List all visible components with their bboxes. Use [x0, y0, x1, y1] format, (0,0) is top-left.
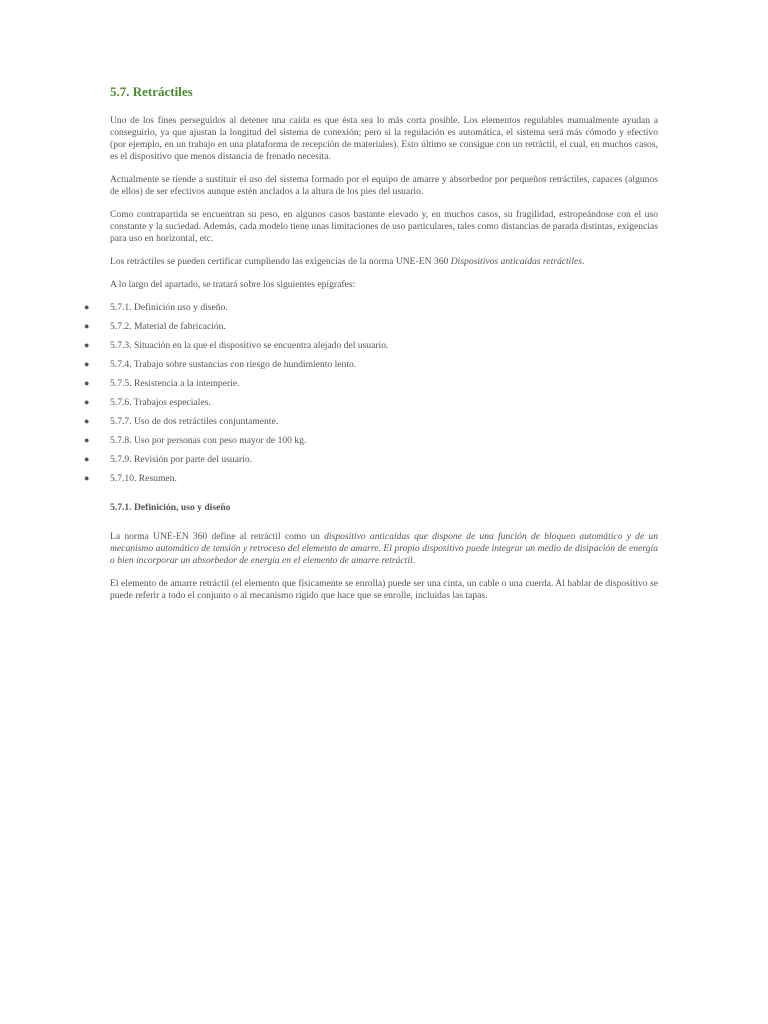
- bullet-icon: ●: [84, 473, 90, 483]
- subsection-title: 5.7.1. Definición, uso y diseño: [110, 502, 231, 513]
- bullet-icon: ●: [84, 321, 90, 331]
- definition-lead: La norma UNE-EN 360 define al retráctil como un: [110, 531, 325, 542]
- bullet-icon: ●: [84, 302, 90, 312]
- list-item: [84, 359, 658, 378]
- bullet-icon: ●: [84, 435, 90, 445]
- list-item-label: 5.7.7. Uso de dos retráctiles conjuntamente.: [110, 416, 279, 427]
- list-item: [84, 378, 658, 397]
- list-intro: A lo largo del apartado, se tratará sobre los siguientes epígrafes:: [110, 279, 356, 290]
- norm-lead: Los retráctiles se pueden certificar cumpliendo las exigencias de la norma UNE-EN 360: [110, 256, 451, 267]
- element-paragraph: El elemento de amarre retráctil (el elemento que físicamente se enrolla) puede ser una cinta, un cable o una cuerda. Al hablar de dispositivo se puede referir a todo el conjunto o al mecanismo rígido que hace que se enrolle, incluidas las tapas.: [110, 578, 658, 601]
- list-item: [84, 340, 658, 359]
- list-item: [84, 473, 658, 492]
- list-item: [84, 302, 658, 321]
- trend-paragraph: Actualmente se tiende a sustituir el uso del sistema formado por el equipo de amarre y absorbedor por pequeños retráctiles, capaces (algunos de ellos) de ser efectivos aunque estén anclados a la altura de los pies del usuario.: [110, 174, 658, 197]
- norm-tail: .: [582, 256, 585, 267]
- norm-paragraph: [110, 256, 658, 268]
- list-item-label: 5.7.1. Definición uso y diseño.: [110, 302, 228, 313]
- bullet-icon: ●: [84, 340, 90, 350]
- list-item-label: 5.7.9. Revisión por parte del usuario.: [110, 454, 253, 465]
- bullet-icon: ●: [84, 378, 90, 388]
- list-item-label: 5.7.6. Trabajos especiales.: [110, 397, 211, 408]
- list-item-label: 5.7.3. Situación en la que el dispositivo se encuentra alejado del usuario.: [110, 340, 389, 351]
- norm-title: Dispositivos anticaídas retráctiles: [450, 256, 583, 267]
- list-item-label: 5.7.5. Resistencia a la intemperie.: [110, 378, 240, 389]
- definition-paragraph: [110, 531, 658, 567]
- list-item: [84, 321, 658, 340]
- list-item: [84, 397, 658, 416]
- topics-list: [84, 302, 658, 492]
- section-title: 5.7. Retráctiles: [110, 84, 193, 99]
- list-item: [84, 435, 658, 454]
- list-item-label: 5.7.8. Uso por personas con peso mayor de 100 kg.: [110, 435, 307, 446]
- bullet-icon: ●: [84, 397, 90, 407]
- list-item: [84, 416, 658, 435]
- list-item-label: 5.7.4. Trabajo sobre sustancias con riesgo de hundimiento lento.: [110, 359, 357, 370]
- document-page: [84, 84, 658, 613]
- drawbacks-paragraph: Como contrapartida se encuentran su peso, en algunos casos bastante elevado y, en muchos casos, su fragilidad, estropeándose con el uso constante y la suciedad. Además, cada modelo tiene unas limitaciones de uso particulares, tales como distancias de parada distintas, exigencias para uso en horizontal, etc.: [110, 209, 658, 244]
- definition-tail: .: [412, 555, 416, 566]
- bullet-icon: ●: [84, 416, 90, 426]
- bullet-icon: ●: [84, 359, 90, 369]
- definition-quote: dispositivo anticaídas que dispone de una función de bloqueo automático y de un mecanismo automático de tensión y retroceso del elemento de amarre. El propio dispositivo puede integrar un medio de disipación de energía o bien incorporar un absorbedor de energía en el elemento de amarre retráctil: [110, 531, 658, 566]
- intro-paragraph: Uno de los fines perseguidos al detener una caída es que ésta sea lo más corta posible. Los elementos regulables manualmente ayudan a conseguirlo, ya que ajustan la longitud del sistema de conexión; pero si la regulación es automática, el sistema será más cómodo y efectivo (por ejemplo, en un trabajo en una plataforma de recepción de materiales). Esto último se consigue con un retráctil, el cual, en muchos casos, es el dispositivo que menos distancia de frenado necesita.: [110, 115, 658, 162]
- bullet-icon: ●: [84, 454, 90, 464]
- list-item-label: 5.7.2. Material de fabricación.: [110, 321, 226, 332]
- list-item: [84, 454, 658, 473]
- list-item-label: 5.7.10. Resumen.: [110, 473, 177, 484]
